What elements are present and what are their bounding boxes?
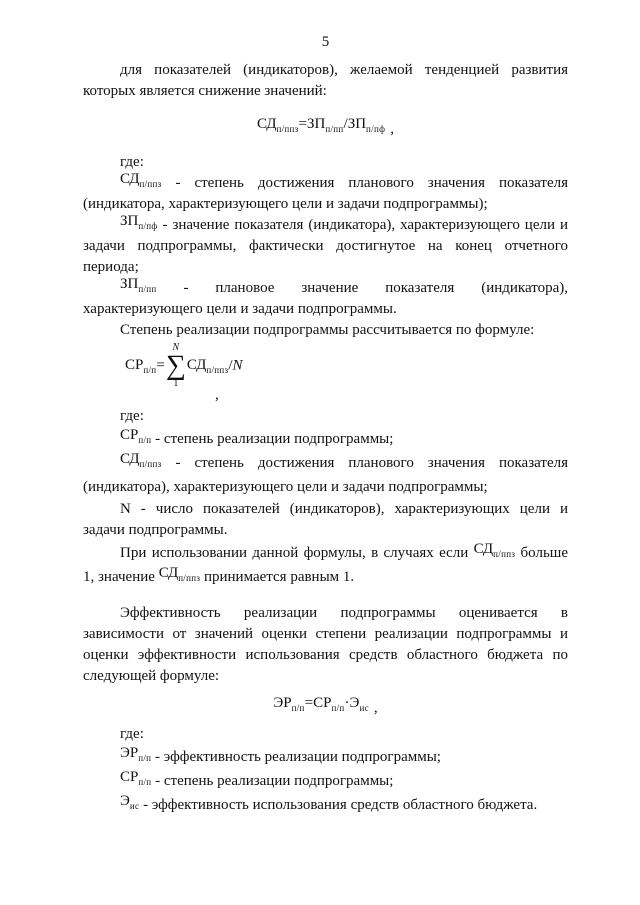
term-e-is: $Э_{ис}$ [349, 695, 369, 713]
term-sr: $СР_{п/п}$ [125, 357, 157, 376]
definition-sr-2: $СР_{п/п}$ - степень реализации подпрограммы; [120, 769, 394, 789]
usage-note-paragraph: При использовании данной формулы, в случаях если $СД_{п/ппз}$ больше 1, значение $СД_{п/ппз}$ принимается равным 1. [83, 541, 569, 585]
term-zp-fact: $ЗП_{п/пф}$ [347, 116, 386, 134]
formula-subprogram-realization [125, 343, 568, 389]
term-er: $ЭР_{п/п}$ [273, 695, 305, 713]
where-label-1: где: [120, 154, 144, 170]
term-e-is: $Э_{ис}$ [120, 793, 140, 811]
term-zp-plan: $ЗП_{п/пп}$ [120, 276, 157, 294]
page-number: 5 [321, 34, 330, 50]
definition-sr: $СР_{п/п}$ - степень реализации подпрограммы; [120, 427, 394, 447]
term-zp-fact: $ЗП_{п/пф}$ [120, 213, 158, 231]
formula-subprogram-efficiency [83, 693, 568, 714]
term-sd: $СД_{п/ппз}$ [473, 541, 516, 559]
intro-text: для показателей (индикаторов), желаемой тенденцией развития которых является снижение значений: [83, 62, 568, 99]
multiplication-dot: · [344, 695, 350, 711]
term-sr: $СР_{п/п}$ [313, 695, 345, 713]
term-sd: $СД_{п/ппз}$ [120, 451, 162, 469]
equals-sign: = [304, 695, 314, 711]
equals-sign: = [156, 357, 165, 374]
n-variable: N [232, 357, 243, 374]
division-sign: / [343, 116, 348, 132]
term-sd: $СД_{п/ппз}$ [120, 171, 162, 189]
definition-zp-plan: $ЗП_{п/пп}$ - плановое значение показателя (индикатора), характеризующего цели и задачи подпрограммы. [83, 276, 568, 317]
term-sd: $СД_{п/ппз}$ [158, 565, 201, 583]
definition-e-is: $Э_{ис}$ - эффективность использования средств областного бюджета. [120, 793, 538, 813]
sr-formula-intro: Степень реализации подпрограммы рассчитывается по формуле: [120, 322, 535, 338]
where-label-2: где: [120, 408, 144, 424]
formula-comma: , [373, 700, 378, 716]
term-sr: $СР_{п/п}$ [120, 769, 152, 787]
efficiency-paragraph: Эффективность реализации подпрограммы оценивается в зависимости от значений оценки степени реализации подпрограммы и оценки эффективности использования средств областного бюджета по следующей формуле: [83, 605, 568, 684]
where-label-3: где: [120, 726, 144, 742]
equals-sign: = [298, 116, 307, 132]
formula-comma: , [215, 387, 219, 403]
definition-zp-fact: $ЗП_{п/пф}$ - значение показателя (индикатора), характеризующего цели и задачи подпрограммы, фактически достигнутое на конец отчетного периода; [83, 213, 568, 275]
summation-symbol: N ∑ 1 [165, 342, 186, 389]
definition-sd: $СД_{п/ппз}$ - степень достижения планового значения показателя (индикатора, характеризующего цели и задачи подпрограммы); [83, 171, 568, 212]
term-sd: $СД_{п/ппз}$ [257, 116, 299, 134]
formula-comma: , [390, 121, 394, 137]
intro-paragraph [83, 60, 568, 102]
term-sd: $СД_{п/ппз}$ [186, 357, 229, 376]
definition-sd-2: $СД_{п/ппз}$ - степень достижения планового значения показателя (индикатора), характеризующего цели и задачи подпрограммы; [83, 451, 568, 495]
definition-n: N - число показателей (индикаторов), характеризующих цели и задачи подпрограммы. [83, 501, 568, 538]
term-er: $ЭР_{п/п}$ [120, 745, 152, 763]
definition-er: $ЭР_{п/п}$ - эффективность реализации подпрограммы; [120, 745, 441, 765]
term-sr: $СР_{п/п}$ [120, 427, 152, 445]
formula-degree-achievement [83, 114, 568, 135]
term-zp-plan: $ЗП_{п/пп}$ [307, 116, 344, 134]
division-sign: / [228, 357, 233, 374]
